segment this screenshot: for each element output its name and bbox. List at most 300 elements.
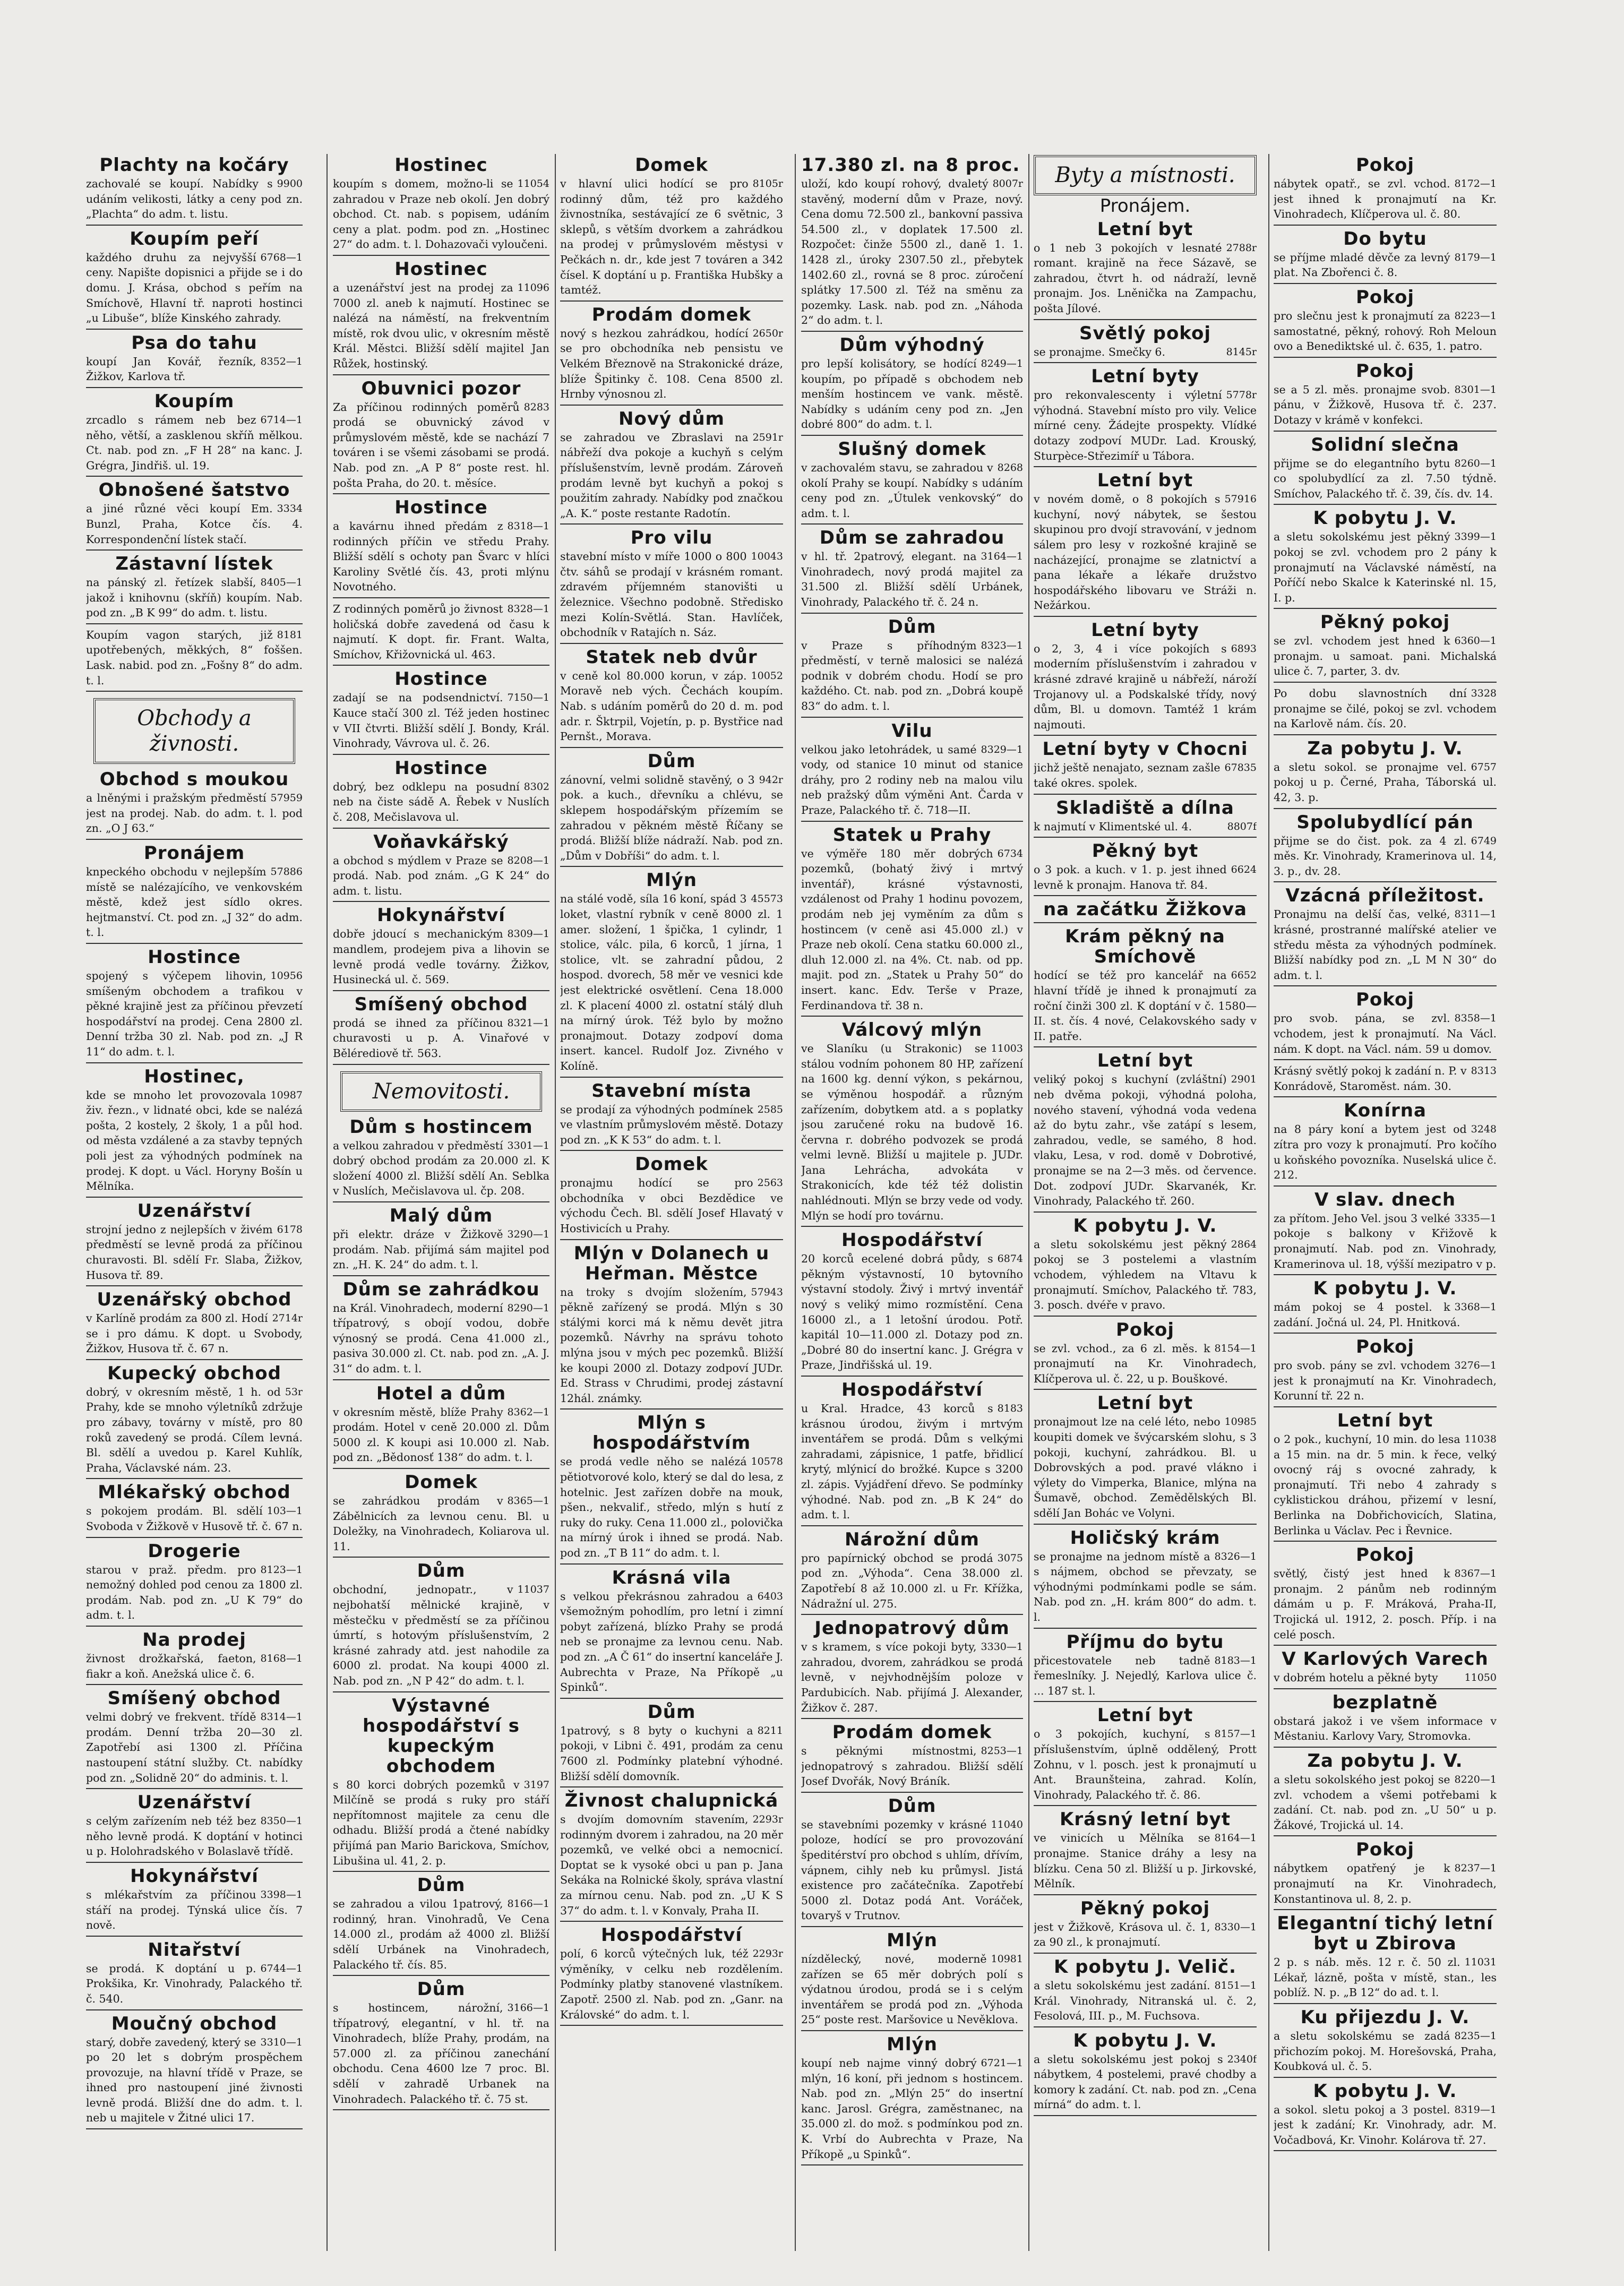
classified-ad [1274, 1840, 1497, 1910]
ad-text: pro rekonvalescenty i výletní výhodná. Stavební místo pro vily. Velice mírné ceny. Žádejte prospekty. Vlídké dotazy zodpoví MUDr. Lad. Krouský, Sturpèce-Střezimíř u Tábora. [1034, 389, 1257, 462]
ad-body [86, 2035, 303, 2126]
ad-title: Nárožní dům [845, 1528, 979, 1550]
ad-text: o 3 pokojích, kuchyní, s příslušenstvím, úplně oddělený, Prott Zohnu, v l. posch. jest k pronajmutí u Ant. Braunšteina, zahrad. Kolín, Vinohrady, Palackého tř. č. 86. [1034, 1728, 1257, 1801]
ad-code: 8313 [1471, 1065, 1497, 1077]
ad-text: obstará jakož i ve všem informace v Městaniu. Karlovy Vary, Stromovka. [1274, 1714, 1497, 1743]
ad-body [1034, 1830, 1257, 1891]
ad-text: přicestovatele neb tadně řemeslníky. J. Nejedlý, Karlova ulice č. ... 187 st. l. [1034, 1654, 1257, 1697]
ad-title: Skladiště a dílna [1056, 797, 1234, 819]
ad-separator [333, 1275, 549, 1276]
ad-text: a sletu sokolskému se zadá přichozím pokoj. M. Horešovská, Praha, Koubková ul. č. 5. [1274, 2029, 1497, 2073]
classified-ad [801, 1930, 1023, 2031]
ad-separator [1034, 895, 1257, 896]
ad-separator [1034, 2026, 1257, 2027]
ad-body [560, 1285, 783, 1406]
ad-code: 6744—1 [260, 1962, 303, 1974]
ad-title: Dům [417, 1560, 466, 1582]
ad-body [333, 1227, 549, 1273]
classified-ad [1034, 841, 1257, 896]
ad-title: Pěkný byt [1092, 840, 1199, 862]
ad-body [560, 1946, 783, 2022]
ad-text: pro lepší kolisátory, se hodící koupím, po případě s obchodem neb menším hostincem ve vank. městě. Nabídky s udáním ceny pod zn. „Jen dobré 800“ do adm. t. l. [801, 357, 1023, 431]
ad-title: Pěkný pokoj [1080, 1897, 1210, 1919]
ad-text: v Karlíně prodám za 800 zl. Hodí se i pro dámu. K dopt. u Svobody, Žižkov, Husova tř. č. 67 n. [86, 1312, 303, 1355]
ad-title: Dům [647, 1701, 696, 1723]
ad-body [86, 575, 303, 621]
ad-separator [86, 1788, 303, 1789]
classified-ad [1274, 1913, 1497, 2004]
ad-body [560, 176, 783, 298]
ad-code: 3166—1 [507, 2002, 549, 2014]
ad-text: se pronajme. Smečky 6. [1034, 345, 1165, 358]
ad-text: s hostincem, nárožní, třípatrový, elegantní, v hl. tř. na Vinohradech, blíže Prahy, prodám, na 57.000 zl. za příčinou zanechání obchodu. Cena 4600 lze 7 proc. Bl. sdělí v zahradě Urbanek na Vinohradech. Palackého tř. č. 75 st. [333, 2001, 549, 2105]
ad-text: na pánský zl. řetízek slabší, jakož i knihovnu (skříň) koupím. Nab. pod zn. „B K 99“ do adm. t. listu. [86, 576, 303, 620]
ad-code: 8181 [277, 629, 303, 641]
ad-title: K pobytu J. V. [1313, 2080, 1457, 2102]
ad-code: 103—1 [267, 1505, 303, 1517]
ad-body [560, 549, 783, 640]
ad-title: Koupím [154, 390, 235, 412]
ad-text: koupí neb najme vinný dobrý mlýn, 16 koní, při jednom s hostincem. Nab. pod zn. „Mlýn 25“ do insertní kanc. Jarosl. Grégra, zaměstnanec, na 35.000 zl. do mož. s podmínkou pod zn. K. Vrbí do Aubrechta v Praze, Na Příkopě „u Spinků“. [801, 2057, 1023, 2161]
ad-separator [1274, 1274, 1497, 1275]
ad-code: 8309—1 [507, 928, 549, 940]
ad-separator [801, 1792, 1023, 1793]
classified-ad [801, 1722, 1023, 1793]
ad-title: Krásná vila [612, 1567, 732, 1588]
ad-title: Holičský krám [1070, 1527, 1221, 1549]
ad-separator [333, 1468, 549, 1469]
ad-body [801, 1551, 1023, 1611]
classified-ad [1274, 1063, 1497, 1097]
ad-body [333, 1582, 549, 1688]
ad-separator [801, 435, 1023, 436]
ad-text: na troky s dvojím složením, pěkně zařízený se prodá. Mlýn s 30 stálými korci má k němu devět jitra pozemků. Návrhy na správu tohoto mlýna jsou v mých pec pozemků. Bližší ke koupi 2000 zl. Dotazy zodpoví JUDr. Ed. Strass v Chrudimi, prodej zástavní 12hál. známky. [560, 1285, 783, 1405]
classified-ad [86, 554, 303, 624]
ad-separator [1034, 1389, 1257, 1390]
classified-ad [801, 528, 1023, 613]
ad-code: 8183—1 [1214, 1654, 1257, 1666]
ad-body [86, 1709, 303, 1785]
ad-body [86, 968, 303, 1060]
classified-ad [801, 1618, 1023, 1719]
ad-text: zachovalé se koupí. Nabídky s udáním velikosti, látky a ceny pod zn. „Plachta“ do adm. t. listu. [86, 177, 303, 221]
ad-separator [801, 1016, 1023, 1017]
ad-title: Hostinec [394, 258, 488, 280]
ad-separator [1034, 1211, 1257, 1213]
ad-code: 57916 [1224, 493, 1257, 505]
ad-text: každého druhu za nejvyšší ceny. Napište dopisnici a přijde se i do domu. J. Krása, obchod s peřím na Smíchově, Hlavní tř. naproti hostinci „u Libuše“, blíže Kinského zahrady. [86, 251, 303, 325]
ad-code: 8123—1 [260, 1563, 303, 1576]
ad-body [801, 1041, 1023, 1223]
ad-text: a uzenářství jest na prodej za 7000 zl. aneb k najmutí. Hostinec se nalézá na náměstí, na frekventním místě, rok dvou ulic, v okresním městě Král. Městci. Bližší sdělí majitel Jan Růžek, hostinský. [333, 281, 549, 370]
ad-separator [333, 828, 549, 829]
ad-body [1034, 641, 1257, 733]
ad-separator [560, 2025, 783, 2026]
ad-text: se zahradou ve Zbraslavi na nábřeží dva pokoje a kuchyň s celým příslušenstvím, levně prodám. Zároveň prodám levně byt kuchyň a pokoj s použitím zahrady. Nabídky pod značkou „A. K.“ poste restante Radotín. [560, 431, 783, 520]
classified-ad [1274, 1190, 1497, 1275]
ad-body [86, 1814, 303, 1859]
classified-ad [86, 1792, 303, 1863]
ad-text: mám pokoj se 4 postel. k zadání. Jočná ul. 24, Pl. Hnitková. [1274, 1301, 1460, 1329]
classified-ad [801, 176, 1023, 332]
ad-code: 3368—1 [1454, 1301, 1497, 1313]
ad-title: Smíšený obchod [107, 1688, 281, 1709]
ad-code: 6734 [997, 847, 1023, 860]
ad-code: 3197 [523, 1778, 549, 1791]
ad-separator [1034, 1953, 1257, 1954]
ad-title: Mlékařský obchod [98, 1482, 291, 1503]
ad-body [1034, 1653, 1257, 1699]
classified-ad [1274, 229, 1497, 284]
ad-code: 8237—1 [1454, 1862, 1497, 1875]
ad-title: K pobytu J. Velič. [1054, 1956, 1236, 1978]
classified-ad [333, 994, 549, 1065]
classified-ad [86, 229, 303, 330]
ad-text: kde se mnoho let provozovala živ. řezn., v lidnaté obci, kde se nalézá pošta, 2 kostely, 2 školy, 1 a půl hod. od města vzdálené a za stavby tepných poli jest za výhodných podmínek na prodej. K dopt. u Václ. Horyny Bošín u Mělníka. [86, 1088, 303, 1193]
ad-body [560, 326, 783, 402]
ad-body [560, 1812, 783, 1918]
ad-code: 11054 [517, 178, 549, 190]
ad-code: 8164—1 [1214, 1832, 1257, 1844]
ad-separator [560, 1150, 783, 1151]
ad-separator [1034, 1524, 1257, 1525]
ad-text: se zvl. vchodem jest hned k pronajm. u samoat. pani. Michalská ulice č. 7, parter, 3. dv. [1274, 634, 1497, 678]
classified-ad [1274, 508, 1497, 609]
ad-title: Vzácná příležitost. [1285, 885, 1485, 907]
ad-code: 8253—1 [981, 1745, 1023, 1757]
ad-text: zánovní, velmi solidně stavěný, o 3 pok. a kuch., dřevníku a chlévu, se sklepem hospodářským přízemím se zahradou v pěkném městě Říčany se prodá. Bližší blíže nádraží. Nab. pod zn. „Dům v Dobříši“ do adm. t. l. [560, 773, 783, 862]
classified-ad [333, 1561, 549, 1692]
classified-ad [1034, 1705, 1257, 1806]
ad-title: Světlý pokoj [1079, 322, 1211, 344]
ad-body [333, 601, 549, 662]
ad-title: Hospodářství [841, 1230, 983, 1251]
ad-title: K pobytu J. V. [1073, 2030, 1217, 2051]
ad-text: Krásný světlý pokoj k zadání n. P. v Konrádově, Staroměst. nám. 30. [1274, 1064, 1467, 1093]
ad-separator [1274, 1909, 1497, 1910]
ad-separator [560, 747, 783, 748]
classified-ad [1034, 739, 1257, 794]
ad-title: Dům se zahrádkou [342, 1278, 540, 1300]
ad-body [86, 354, 303, 384]
ad-code: 7150—1 [507, 692, 549, 704]
ad-separator [1034, 2115, 1257, 2116]
ad-body [801, 549, 1023, 609]
classified-ad [1034, 1957, 1257, 2027]
classified-ad [1034, 1320, 1257, 1390]
ad-code: 8268 [997, 461, 1023, 474]
ad-text: velmi dobrý ve frekvent. třídě prodám. Denní tržba 20—30 zl. Zapotřebí asi 1300 zl. Příčina nastoupení státní služby. Ct. nabídky pod zn. „Solidně 20“ do adminis. t. l. [86, 1711, 303, 1784]
ad-body [86, 864, 303, 940]
column-divider [326, 154, 328, 2251]
ad-code: 8249—1 [981, 357, 1023, 369]
ad-code: 57959 [270, 792, 303, 804]
classified-ad [1034, 1393, 1257, 1524]
classified-ad [1274, 1692, 1497, 1748]
ad-body [560, 1102, 783, 1148]
ad-title: bezplatně [1332, 1691, 1438, 1713]
ad-text: zrcadlo s rámem neb bez něho, větší, a zasklenou skříň mělkou. Ct. nab. pod zn. „F H 28“ na kanc. J. Grégra, Jindřiš. ul. 19. [86, 413, 303, 472]
ad-body [1034, 2052, 1257, 2112]
ad-title: V Karlových Varech [1282, 1648, 1489, 1670]
ad-text: se zahrádkou prodám v Zábělnicích za levnou cenu. Bl. u Doležky, na Vinohradech, Koliarova ul. 11. [333, 1494, 549, 1553]
ad-body [801, 1952, 1023, 2027]
ad-code: 2650r [752, 327, 783, 339]
classified-ad [1274, 1751, 1497, 1836]
ad-code: 6652 [1231, 969, 1257, 982]
ad-code: 8302 [523, 780, 549, 793]
classified-ad [86, 391, 303, 477]
ad-title: Psa do tahu [131, 332, 257, 354]
classified-ad [86, 1067, 303, 1198]
ad-text: pro slečnu jest k pronajmutí za samostatné, pěkný, rohový. Roh Meloun ovo a Benediktské ul. č. 635, 1. patro. [1274, 309, 1497, 353]
ad-title: Obuvnici pozor [361, 377, 521, 399]
ad-code: 8172—1 [1454, 178, 1497, 190]
ad-text: a sletu sokolskému jest pěkný pokoj se 3 postelemi a vlastním vchodem, výhledem na Vltavu k pronajmutí. Smíchov, Palackého tř. 783, 3. posch. dvéře v pravo. [1034, 1237, 1257, 1312]
ad-code: 3301—1 [507, 1139, 549, 1151]
ad-separator [1034, 837, 1257, 838]
classified-ad [1034, 1051, 1257, 1212]
classified-ad [560, 647, 783, 748]
ad-text: jichž ještě nenajato, seznam zašle také okres. spolek. [1034, 761, 1221, 790]
ad-text: spojený s výčepem lihovin, smíšeným obchodem a trafikou v pěkné krajině jest za příčinou převzetí hospodářství na prodej. Cena 2800 zl. Denní tržba 30 zl. Nab. pod zn. „J R 11“ do adm. t. l. [86, 969, 303, 1058]
ad-text: se prodají za výhodných podmínek ve vlastním průmyslovém městě. Dotazy pod zn. „K K 53“ do adm. t. l. [560, 1103, 783, 1146]
ad-title: Solidní slečna [1311, 434, 1459, 456]
ad-title: Pokoj [1356, 1336, 1414, 1358]
classified-ad [560, 1243, 783, 1410]
classified-ad [1274, 686, 1497, 735]
ad-body [560, 1454, 783, 1560]
ad-code: 6893 [1231, 642, 1257, 655]
classified-ad [333, 1472, 549, 1558]
ad-body [1034, 1341, 1257, 1387]
ad-body [1274, 686, 1497, 732]
ad-body [333, 1777, 549, 1869]
ad-body [801, 1817, 1023, 1923]
ad-title: Pokoj [1356, 286, 1414, 308]
classified-ad [801, 2034, 1023, 2165]
ad-code: 8007r [992, 178, 1023, 190]
ad-title: Letní byty v Chocni [1042, 738, 1248, 760]
ad-code: 10052 [751, 669, 783, 682]
ad-body [1034, 388, 1257, 463]
classified-ad [333, 832, 549, 903]
ad-text: starý, dobře zavedený, který se po 20 let s dobrým prospěchem provozuje, na hlavní třídě v Praze, se ihned pro nastoupení jiné živnosti levně prodá. Bližší dne do adm. t. l. neb u majitele v Žitné ulici 17. [86, 2035, 303, 2125]
ad-code: 8211 [757, 1724, 783, 1737]
ad-body [333, 779, 549, 825]
ad-separator [1034, 362, 1257, 363]
ad-title: Do bytu [1343, 228, 1427, 250]
ad-separator [1274, 357, 1497, 358]
ad-text: 2 p. s náb. měs. 12 r. č. 50 zl. Lékař, lázně, pošta v místě, stan., les poblíž. N. p. „B 12“ do ad. t. l. [1274, 1956, 1497, 1999]
ad-title: Dům [417, 1979, 466, 2000]
ad-body [801, 460, 1023, 521]
ad-code: 2591r [752, 431, 783, 443]
ad-title: Dům [417, 1875, 466, 1896]
ad-body [1034, 760, 1257, 790]
classified-ad [1034, 323, 1257, 364]
ad-text: v s kramem, s více pokoji byty, zahradou, dvorem, zahrádkou se prodá levně, v nejvhodnějším poloze v Pardubicích. Nab. přijímá J. Alexander, Žižkov č. 287. [801, 1640, 1023, 1714]
ad-text: Po dobu slavnostních dní pronajme se čilé, pokoj se zvl. vchodem na Karlově nám. čís. 20. [1274, 687, 1497, 731]
classified-ad [560, 1791, 783, 1922]
ad-text: a obchod s mýdlem v Praze se prodá. Nab. pod znám. „G K 24“ do adm. t. listu. [333, 854, 549, 897]
ad-code: 11038 [1464, 1433, 1497, 1446]
ad-separator [1274, 431, 1497, 432]
ad-body [1274, 1670, 1497, 1686]
ad-title: na začátku Žižkova [1043, 899, 1247, 921]
ad-text: s 80 korci dobrých pozemků v Milčíně se prodá s ruky pro stáří nepřítomnost majitele za cenu dle odhadu. Bližší prodá a čtené nabídky přijímá pan Mario Barickova, Smíchov, Libušina ul. 41, 2. p. [333, 1778, 549, 1867]
ad-body [801, 2056, 1023, 2162]
ad-separator [333, 255, 549, 256]
classified-ad [86, 1482, 303, 1537]
ad-text: dobře jdoucí s mechanickým mandlem, prodejem piva a lihovin se levně prodá vedle továrny. Žižkov, Husinecká ul. č. 569. [333, 927, 549, 986]
ad-body [333, 926, 549, 987]
classified-ad [801, 1230, 1023, 1377]
ad-title: Kupecký obchod [107, 1362, 281, 1384]
ad-separator [801, 2164, 1023, 2165]
ad-text: pro svob. pána, se zvl. vchodem, jest k pronajmutí. Na Václ. nám. K dopt. na Václ. nám. 59 u domov. [1274, 1012, 1497, 1055]
classified-ad [1034, 899, 1257, 923]
ad-separator [801, 1376, 1023, 1377]
classified-ad [1034, 620, 1257, 736]
ad-separator [333, 374, 549, 375]
ad-body [1274, 1063, 1497, 1094]
ad-separator [1034, 319, 1257, 320]
ad-title: Letní byt [1097, 1705, 1193, 1726]
ad-code: 8328—1 [507, 603, 549, 615]
classified-ad [333, 669, 549, 754]
ad-separator [1274, 1645, 1497, 1646]
ad-title: Pro vilu [630, 527, 713, 549]
classified-ad [1034, 1898, 1257, 1954]
ad-body [333, 853, 549, 899]
ad-text: v zachovalém stavu, se zahradou v okolí Prahy se koupí. Nabídky s udáním ceny pod zn. „Útulek venkovský“ do adm. t. l. [801, 461, 1023, 520]
ad-separator [801, 1226, 1023, 1227]
ad-separator [86, 1285, 303, 1286]
ad-body [1274, 2029, 1497, 2074]
ad-title: Jednopatrový dům [814, 1618, 1010, 1639]
ad-code: 8352—1 [260, 355, 303, 367]
ad-text: na stálé vodě, síla 16 koní, spád 3 loket, vlastní rybník v ceně 8000 zl. 1 amer. složení, 1 špička, 1 cylindr, 1 stolice, válc. pila, 6 korců, 1 jírna, 1 stolice, vlt. se zahradní půdou, 2 hospod. dvorech, 58 měr ve vesnici kde jest elektrické osvětlení. Cena 18.000 zl. K placení 4000 zl. ostatní stálý dluh na mírný úrok. Též bylo by možno pronajmout. Dotazy zodpoví doma insert. kancel. Rudolf Joz. Zivného v Kolíně. [560, 892, 783, 1072]
classified-ad [1274, 1278, 1497, 1334]
classified-ad [560, 1413, 783, 1564]
ad-title: Dům se zahradou [819, 527, 1005, 549]
ad-text: a sokol. sletu pokoj a 3 postel. jest k zadání; Kr. Vinohrady, adr. M. Vočadbová, Kr. Vinohr. Kolárova tř. 27. [1274, 2103, 1497, 2146]
ad-code: 10956 [270, 970, 303, 982]
ad-separator [1274, 504, 1497, 505]
ad-separator [1034, 1701, 1257, 1702]
classified-ad [801, 439, 1023, 525]
ad-title: Hokynářství [377, 905, 505, 926]
classified-ad [86, 1363, 303, 1480]
ad-body [1274, 1772, 1497, 1833]
ad-title: Hospodářství [600, 1924, 743, 1946]
ad-body [801, 176, 1023, 328]
ad-code: 8330—1 [1214, 1921, 1257, 1933]
ad-body [1274, 308, 1497, 354]
ad-code: 53r [285, 1386, 303, 1398]
ad-text: nízdělecký, nové, moderně zařízen se 65 měr dobrých polí s výdatnou úrodou, prodá se i s celým inventářem se prodá pod zn. „Výhoda 25“ poste rest. Maršovice u Nevěklova. [801, 1953, 1023, 2026]
ad-body [1274, 633, 1497, 679]
ad-code: 8367—1 [1454, 1568, 1497, 1580]
ad-code: 8220—1 [1454, 1773, 1497, 1785]
ad-text: se prodá. K doptání u p. Prokšika, Kr. Vinohrady, Palackého tř. č. 540. [86, 1962, 303, 2005]
ad-text: a velkou zahradou v předměstí dobrý obchod prodám za 20.000 zl. K složení 4000 zl. Bližší sdělí An. Seblka v Nuslích, Mečislavova ul. čp. 208. [333, 1139, 549, 1198]
ad-separator [333, 1871, 549, 1872]
ad-code: 8168—1 [260, 1653, 303, 1664]
ad-code: 2901 [1231, 1073, 1257, 1086]
ad-body [1034, 1978, 1257, 2024]
ad-text: se prodá vedle něho se nalézá pětiotvorové kolo, který se dal do lesa, z hotelnic. Jest zařízen dobře na mouk, pšen., nekvalif., středo, mlýn s hutí z ruky do ruky. Cena 11.000 zl., polovička na mírný úrok i ihned se prodá. Nab. pod zn. „T B 11“ do adm. t. l. [560, 1455, 783, 1559]
ad-title: Spolubydlící pán [1296, 811, 1474, 833]
ad-code: 8358—1 [1454, 1012, 1497, 1025]
classified-ad [1034, 1528, 1257, 1629]
ad-code: 6714—1 [260, 414, 303, 426]
ad-body [333, 1405, 549, 1465]
ad-separator [801, 717, 1023, 718]
ad-body [333, 1493, 549, 1554]
ad-text: v okresním městě, blíže Prahy prodám. Hotel v ceně 20.000 zl. Dům 5000 zl. K koupi asi 10.000 zl. Nab. pod zn. „Bědonosť 138“ do adm. t. l. [333, 1405, 549, 1464]
ad-code: 10981 [991, 1953, 1023, 1965]
ad-separator [1274, 985, 1497, 986]
ad-separator [801, 331, 1023, 332]
column-5 [1034, 155, 1257, 2252]
classified-ad [86, 333, 303, 388]
ad-title: Slušný domek [838, 438, 986, 460]
ad-title: Letní byty [1091, 619, 1199, 641]
ad-title: Statek neb dvůr [586, 646, 758, 668]
ad-body [801, 1251, 1023, 1373]
ad-separator [333, 1064, 549, 1065]
ad-title: Pokoj [1356, 1839, 1414, 1861]
ad-code: 8329—1 [981, 743, 1023, 755]
ad-body [86, 1311, 303, 1356]
ad-separator [1034, 1628, 1257, 1629]
ad-text: a sletu sokolskému jest pokoj s nábytkem, 4 postelemi, pravé chodby a komory k zadání. Ct. nab. pod zn. „Cena mírná“ do adm. t. l. [1034, 2052, 1257, 2111]
ad-separator [801, 2030, 1023, 2031]
ad-title: Voňavkářský [373, 831, 509, 853]
ad-code: 8362—1 [507, 1406, 549, 1418]
ad-title: Vilu [891, 720, 933, 742]
ad-text: o 2, 3, 4 i více pokojích s moderním příslušenstvím i zahradou v krásné zdravé krajině u nábřeží, nároží Trojanovy ul. a Podskalské třídy, nový dům, Bl. u domovn. Tamtéž 1 krám najmouti. [1034, 642, 1257, 731]
ad-text: 1patrový, s 8 byty o kuchyni a pokoji, v Libni č. 491, prodám za cenu 7600 zl. Podmínky platební výhodné. Bližší sdělí domovník. [560, 1724, 783, 1783]
ad-code: 67835 [1224, 762, 1257, 774]
ad-code: 3399—1 [1454, 531, 1497, 543]
ad-title: Obnošené šatstvo [98, 479, 290, 501]
classified-ad [1034, 1632, 1257, 1703]
ad-body [1274, 1011, 1497, 1056]
ad-text: ve Slaníku (u Strakonic) se stálou vodním pohonem 80 HP, zařízení na 1600 kg. denní výkon, s pekárnou, se výměnou hospodář. a různým zařízením, dobytkem atd. a s poplatky jsou zaručené roku na budově 16. června r. dobrého podvozek se prodá velmi levně. Bližší u majitele p. JUDr. Jana Lehrácha, advokáta v Strakonicích, kde též též dolistin nahlédnouti. Mlýn se brzy vede od vody. Mlýn se hodí pro továrnu. [801, 1042, 1023, 1222]
ad-title: Plachty na kočáry [99, 155, 289, 176]
ad-title: Prodám domek [591, 304, 752, 325]
ad-code: 6768—1 [260, 251, 303, 263]
classified-ad [1274, 435, 1497, 505]
classified-ad [86, 1688, 303, 1789]
classified-ad [86, 1541, 303, 1627]
classified-ad [560, 1154, 783, 1240]
classified-ad [333, 601, 549, 666]
ad-title: Letní byt [1337, 1410, 1433, 1432]
ad-title: Smíšený obchod [354, 993, 528, 1015]
classified-ad [1274, 612, 1497, 683]
ad-text: světlý, čistý jest hned k pronajm. 2 pánům neb rodinným dámám u p. F. Mráková, Praha-II, Trojická ul. 1912, 2. posch. Příp. i na celé posch. [1274, 1567, 1497, 1641]
ad-code: 8145r [1226, 346, 1257, 358]
classified-ad [560, 1568, 783, 1699]
ad-separator [86, 1862, 303, 1863]
ad-title: Ku přijezdu J. V. [1300, 2006, 1470, 2028]
ad-separator [333, 901, 549, 902]
ad-separator [1274, 682, 1497, 683]
